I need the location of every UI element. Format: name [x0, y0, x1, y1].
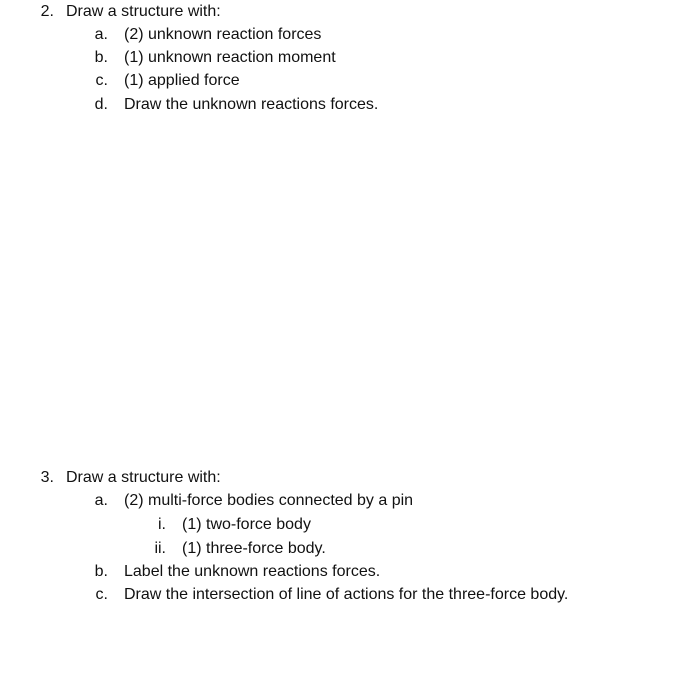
item-marker: b.	[94, 563, 108, 580]
question-number: 2.	[40, 3, 54, 20]
item-text: (2) unknown reaction forces	[124, 26, 322, 43]
subitem-text: (1) two-force body	[182, 516, 311, 533]
item-text: Draw the unknown reactions forces.	[124, 96, 379, 113]
item-marker: c.	[95, 586, 108, 603]
item-text: (1) applied force	[124, 72, 240, 89]
item-marker: c.	[95, 72, 108, 89]
question-number: 3.	[40, 469, 54, 486]
question-text: Draw a structure with:	[66, 3, 221, 20]
item-text: (1) unknown reaction moment	[124, 49, 336, 66]
question-text: Draw a structure with:	[66, 469, 221, 486]
subitem-text: (1) three-force body.	[182, 540, 326, 557]
subitem-marker: ii.	[154, 540, 166, 557]
item-text: Draw the intersection of line of actions for the three-force body.	[124, 586, 569, 603]
item-text: Label the unknown reactions forces.	[124, 563, 381, 580]
subitem-marker: i.	[158, 516, 166, 533]
item-marker: a.	[94, 26, 108, 43]
item-text: (2) multi-force bodies connected by a pin	[124, 492, 414, 509]
item-marker: b.	[94, 49, 108, 66]
item-marker: d.	[94, 96, 108, 113]
item-marker: a.	[94, 492, 108, 509]
